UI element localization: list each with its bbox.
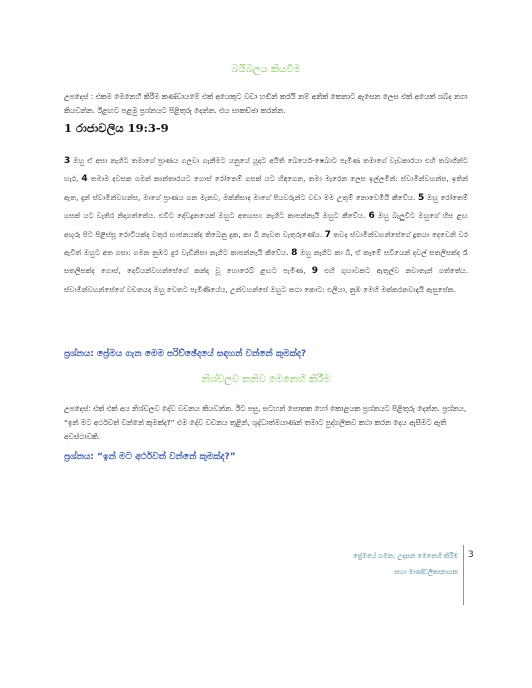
verse-text: ඔහු බැලුවිට ඔහුගේ හිස ළඟ අඟුරු පිට පිළිස්සූ රොටියක්ද වතුර භාජනයක්ද තිබෙනු දුක, කා බී නැවත වැතුරුණේය. [64, 211, 468, 239]
meditation-instructions: උපදෙස්: එක් එක් අය නිශ්චලව දේව වචනය කියවන්න. ඊට පසු, සටහන් පොතක හෝ කොළයක ප්‍රශ්නයට පිළිතුරු දෙන්න. ප්‍රශ්නය, “ඉන් මට අර්ථවත් වන්නේ කුමක්ද?” එම දේව වචනය තුළින්, ශුද්ධාත්මයාණන් තමාට පුද්ගලිකව කථා කරන දෙය ඇසීමට ඇති අවස්ථාවකි. [64, 404, 467, 441]
page-footer [0, 548, 458, 580]
verse-text: තවද ස්වාමීන්වහන්සේගේ දූතයා දෙවෙනි වර ඇවිත් ඔහුට අත ගසා: ගමන නුඹට දුර වැඩිනිසා නැගිට කාපන්නැයි කීවේය. [64, 229, 468, 258]
verse-text: ඔහු ඒ අසා නැගිට තමාගේ ප්‍රාණය ගලවා ගැනීමට යනුයේ යූදාට අයිති බෙයෙර්-ෂෙබාට පැමිණ තමාගේ වැඩකාරයා එහි තබාගින්ට හැර, [64, 156, 468, 184]
verse-number: 8 [291, 248, 298, 259]
page-number: 3 [468, 550, 474, 560]
section-heading-bible-reading: බයිබලය කියවීම [231, 64, 301, 75]
question-love: ප්‍රශ්නය: ප්‍රේමය ගැන මෙම පරිච්ඡේදයේ සඳහන් වන්නේ කුමක්ද? [64, 349, 307, 359]
verse-text: එහි ගුහාවකට ඇතුල්ව නවාතැන් ගත්තේය. ස්වාමීන්වහන්සේගේ වචනයද ඔහු වෙතට පැමිණියේය, උන්වහන්සේ ඔහුට කථා කොට: එලියා, නුඹ මෙහි මක්කරනවාදැයි ඇසුසේක. [64, 266, 468, 294]
footer-subtitle: සහා මාණ්ඩලිකානායක [394, 568, 458, 576]
verse-text: ඔහු නැගිට කා බී, ඒ කෑමේ සවියෙන් දවල් සතලිසක්ද රෑ සතලිසක්ද ගොස්, දෙවියන්වහන්සේගේ කන්ද වූ හොරෙබ් ළඟට පැමිණ, [64, 248, 468, 276]
question-meaning: ප්‍රශ්නය: “ඉන් මට අර්ථවත් වන්නේ කුමක්ද?” [64, 452, 236, 462]
verse-number: 3 [64, 156, 71, 166]
scripture-passage [64, 152, 468, 299]
section-heading-silent-meditation: නිශ්චලව තනිව මෙනෙහි කිරීම [201, 374, 331, 385]
verse-number: 9 [311, 266, 319, 277]
instructions-paragraph: උපදෙස් : එකම මෙනෙහි කිරීම කණ්ඩායමේ එක් අයෙකුට වඩා හඬින් කරයි නම් අනික් කෙනාට ඇසෙන ලෙස එක් අයෙක් ශබ්ද නගා කියවන්න. ඊළඟට පළමු ප්‍රශ්නයට පිළිතුරු දෙන්න. එය සාකච්ඡා කරන්න. [64, 92, 468, 115]
scripture-reference: 1 රාජාවලිය 19:3-9 [64, 121, 169, 135]
verse-number: 5 [417, 192, 425, 203]
verse-text: ඔහු රෝතෙම් ගසක් යට වැතිර නිදාගත්තේය. එවිට දේවදූතයෙක් ඔහුට අතගසා: නැගිට කාපන්නැයි ඔහුට කීවේය. [64, 192, 468, 221]
verse-text: තමාම දවසක ගමන් කාන්තාරයට ගොස් රෝතෙම් ගසක් යට හිඳගෙන, තමා මැරෙන ලෙස ඉල්ලමින්: ස්වාමීන්වහන්ස, ඉතින් ඇත, දැන් ස්වාමීන්වහන්ස, මාගේ ප්‍රාණය ගන මැනව, මක්නිසාද මාගේ පියවරුන්ට වඩා මම උතුම් නොවෙමියි කීවේය. [64, 174, 468, 202]
verse-number: 7 [324, 229, 331, 240]
footer-title: ප්‍රේමයේ ගමන: උදාසන මෙනෙහි කිරීම [353, 552, 458, 560]
footer-divider [463, 545, 464, 605]
verse-number: 6 [368, 211, 375, 222]
verse-number: 4 [81, 174, 88, 185]
